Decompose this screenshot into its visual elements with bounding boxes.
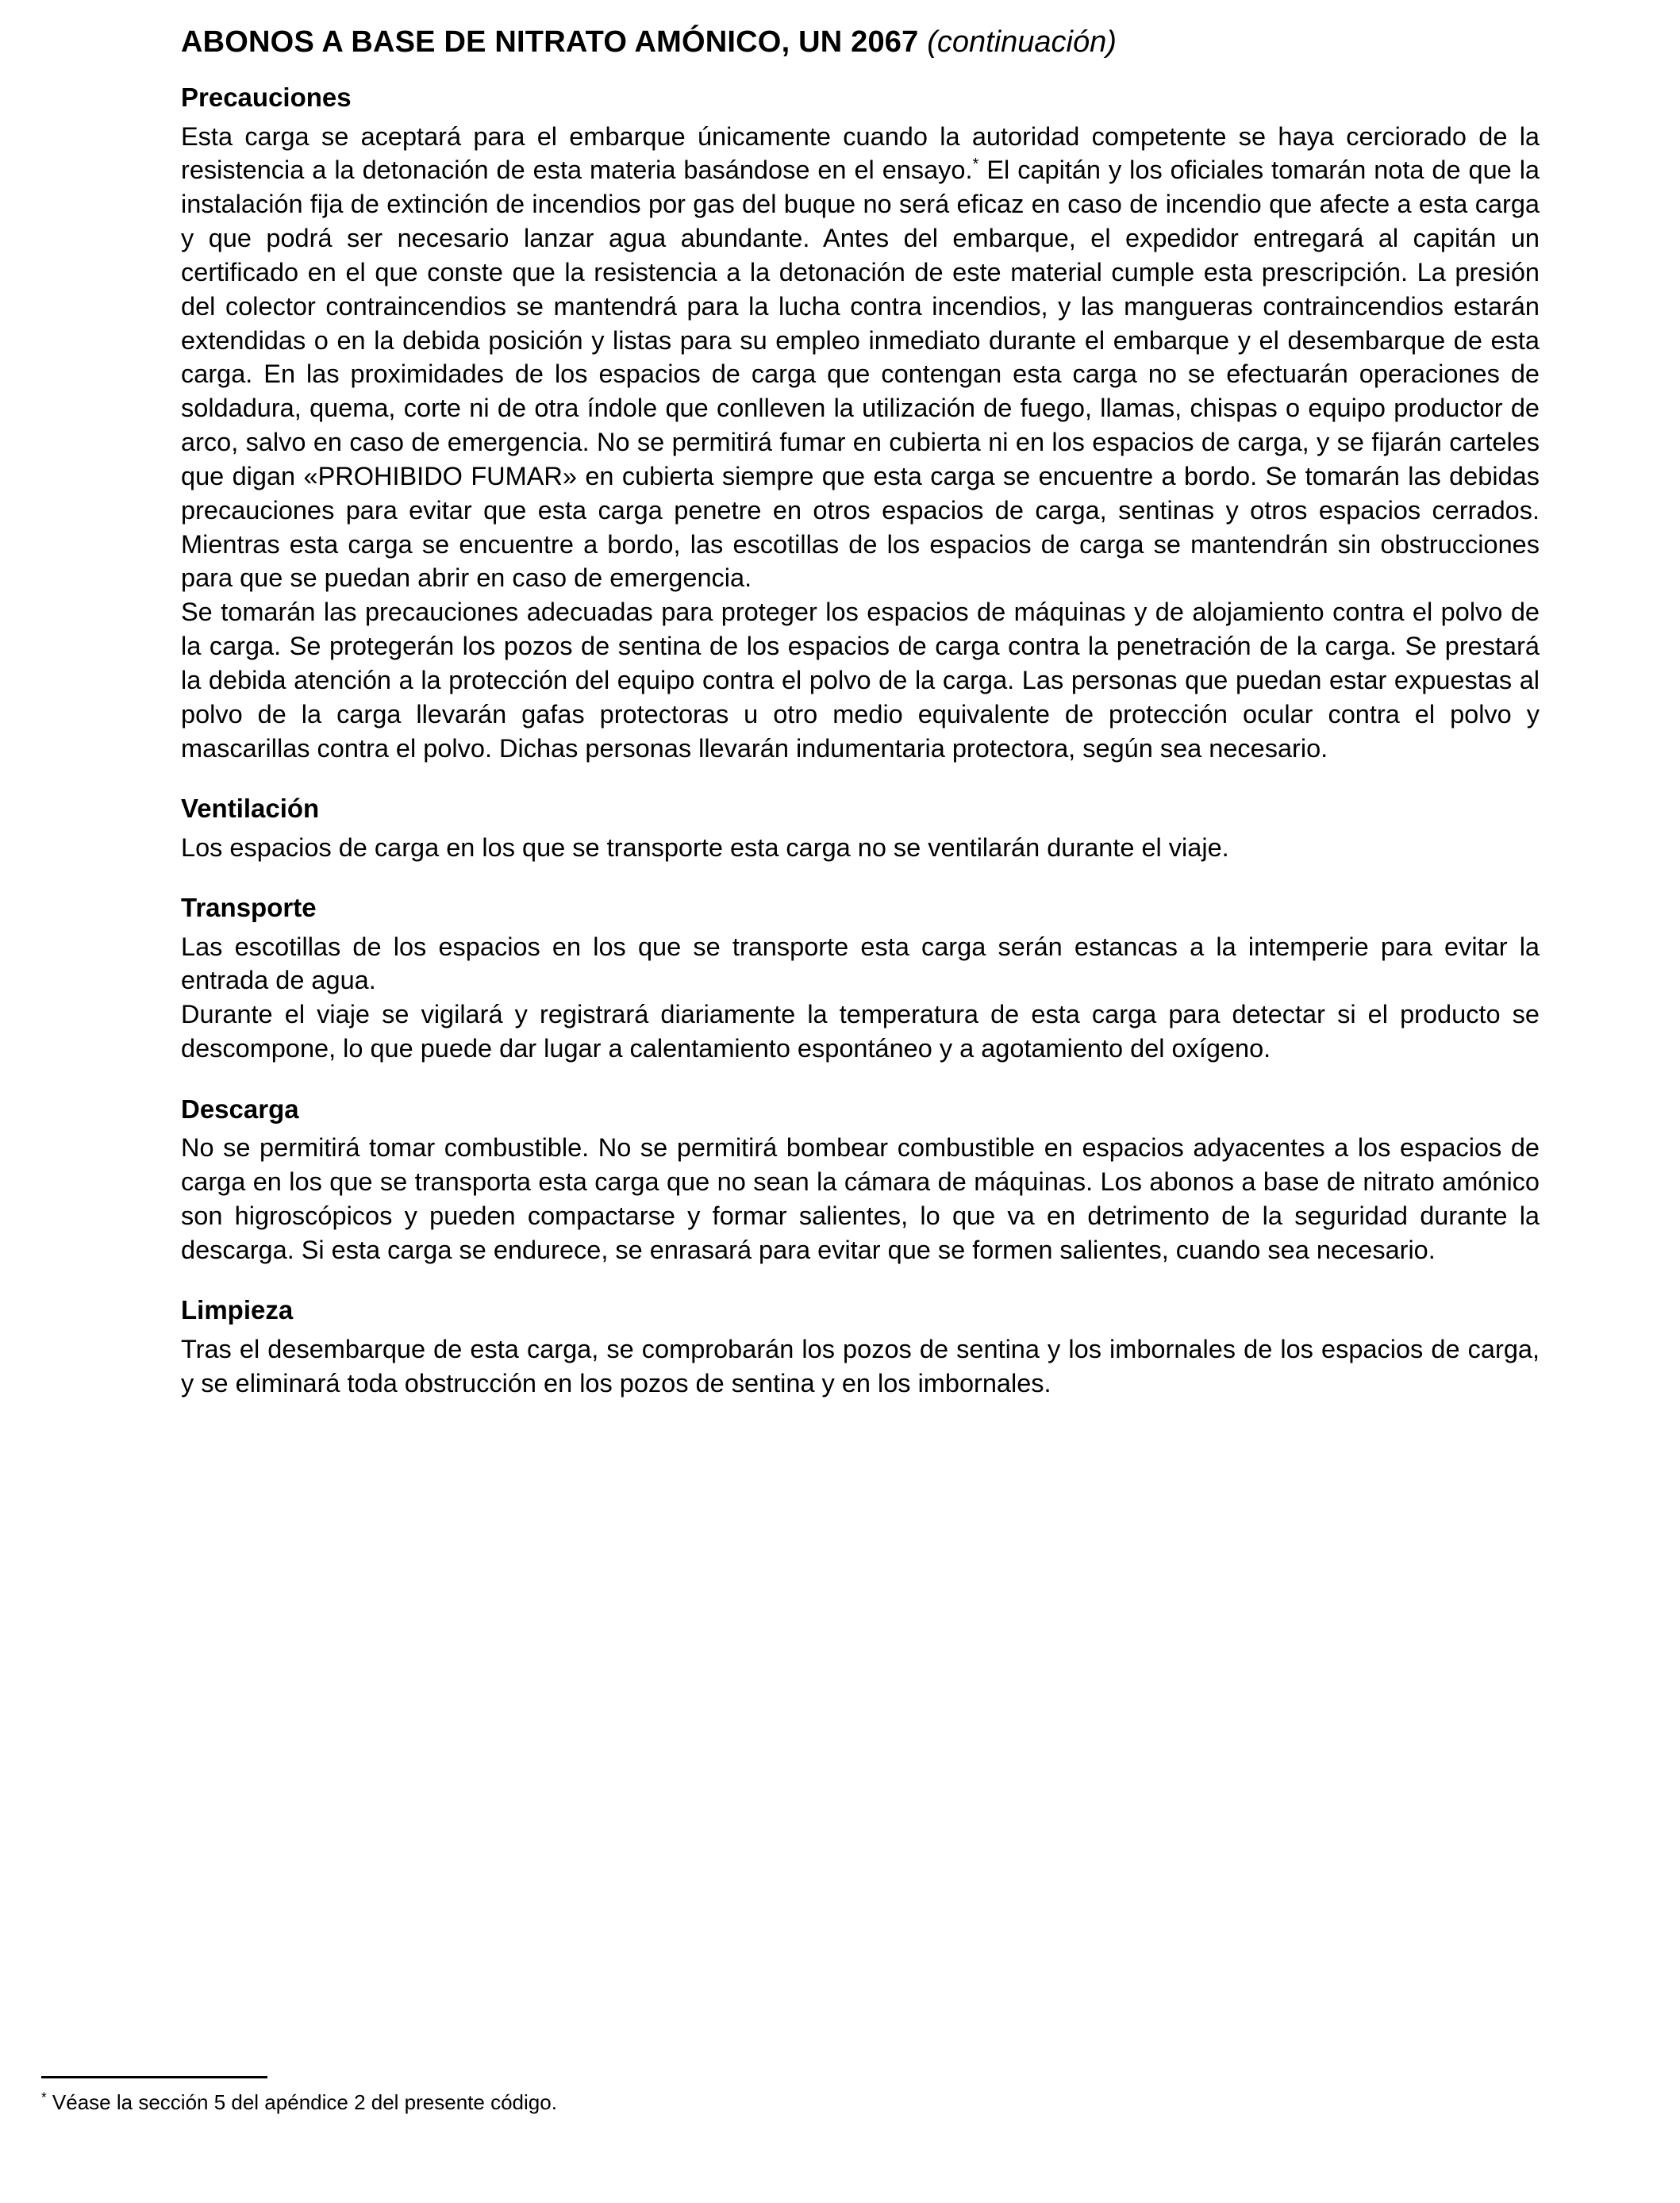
page-content <box>181 24 1540 1400</box>
section-transporte <box>181 891 1540 1066</box>
page-title-main: ABONOS A BASE DE NITRATO AMÓNICO, UN 2067 <box>181 25 919 59</box>
footnote-area <box>41 2076 1152 2116</box>
section-heading-precauciones: Precauciones <box>181 83 352 113</box>
page-title-continuation: (continuación) <box>927 25 1117 59</box>
page-title <box>181 24 1540 60</box>
section-limpieza <box>181 1294 1540 1400</box>
section-heading-transporte: Transporte <box>181 893 317 923</box>
footnote <box>41 2090 1152 2116</box>
section-descarga <box>181 1093 1540 1267</box>
section-heading-descarga: Descarga <box>181 1094 299 1124</box>
paragraph-descarga-1: No se permitirá tomar combustible. No se permitirá bombear combustible en espacios adyacentes a los espacios de carga en los que se transporta esta carga que no sean la cámara de máquinas. Los abonos a base de nitrato amónico son higroscópicos y pueden compactarse y formar salientes, lo que va en detrimento de la seguridad durante la descarga. Si esta carga se endurece, se enrasará para evitar que se formen salientes, cuando sea necesario. <box>181 1133 1540 1264</box>
paragraph-precauciones-1-text: Esta carga se aceptará para el embarque únicamente cuando la autoridad competente se haya cerciorado de la resistencia a la detonación de esta materia basándose en el ensayo. <box>181 121 1540 185</box>
section-heading-limpieza: Limpieza <box>181 1295 294 1325</box>
footnote-marker-inline: * <box>972 156 979 174</box>
section-precauciones <box>181 81 1540 765</box>
section-ventilacion <box>181 792 1540 864</box>
paragraph-precauciones-2: Se tomarán las precauciones adecuadas para proteger los espacios de máquinas y de alojamiento contra el polvo de la carga. Se protegerán los pozos de sentina de los espacios de carga contra la penetración de la carga. Se prestará la debida atención a la protección del equipo contra el polvo de la carga. Las personas que puedan estar expuestas al polvo de la carga llevarán gafas protectoras u otro medio equivalente de protección ocular contra el polvo y mascarillas contra el polvo. Dichas personas llevarán indumentaria protectora, según sea necesario. <box>181 598 1540 763</box>
footnote-separator-rule <box>41 2076 267 2078</box>
footnote-text: Véase la sección 5 del apéndice 2 del presente código. <box>52 2090 557 2114</box>
paragraph-transporte-1: Las escotillas de los espacios en los que se transporte esta carga serán estancas a la intemperie para evitar la entrada de agua. <box>181 932 1540 995</box>
footnote-marker: * <box>41 2089 47 2105</box>
paragraph-precauciones-1-rest: El capitán y los oficiales tomarán nota de que la instalación fija de extinción de incendios por gas del buque no será eficaz en caso de incendio que afecte a esta carga y que podrá ser necesario lanzar agua abundante. Antes del embarque, el expedidor entregará al capitán un certificado en el que conste que la resistencia a la detonación de este material cumple esta prescripción. La presión del colector contraincendios se mantendrá para la lucha contra incendios, y las mangueras contraincendios estarán extendidas o en la debida posición y listas para su empleo inmediato durante el embarque y el desembarque de esta carga. En las proximidades de los espacios de carga que contengan esta carga no se efectuarán operaciones de soldadura, quema, corte ni de otra índole que conlleven la utilización de fuego, llamas, chispas o equipo productor de arco, salvo en caso de emergencia. No se permitirá fumar en cubierta ni en los espacios de carga, y se fijarán carteles que digan «PROHIBIDO FUMAR» en cubierta siempre que esta carga se encuentre a bordo. Se tomarán las debidas precauciones para evitar que esta carga penetre en otros espacios de carga, sentinas y otros espacios cerrados. Mientras esta carga se encuentre a bordo, las escotillas de los espacios de carga se mantendrán sin obstrucciones para que se puedan abrir en caso de emergencia. <box>181 156 1540 593</box>
paragraph-transporte-2: Durante el viaje se vigilará y registrará diariamente la temperatura de esta carga para detectar si el producto se descompone, lo que puede dar lugar a calentamiento espontáneo y a agotamiento del oxígeno. <box>181 1000 1540 1063</box>
paragraph-limpieza-1: Tras el desembarque de esta carga, se comprobarán los pozos de sentina y los imbornales de los espacios de carga, y se eliminará toda obstrucción en los pozos de sentina y en los imbornales. <box>181 1334 1540 1398</box>
paragraph-ventilacion-1: Los espacios de carga en los que se transporte esta carga no se ventilarán durante el viaje. <box>181 832 1229 862</box>
section-heading-ventilacion: Ventilación <box>181 794 320 824</box>
paragraph-precauciones-1 <box>181 120 1540 596</box>
